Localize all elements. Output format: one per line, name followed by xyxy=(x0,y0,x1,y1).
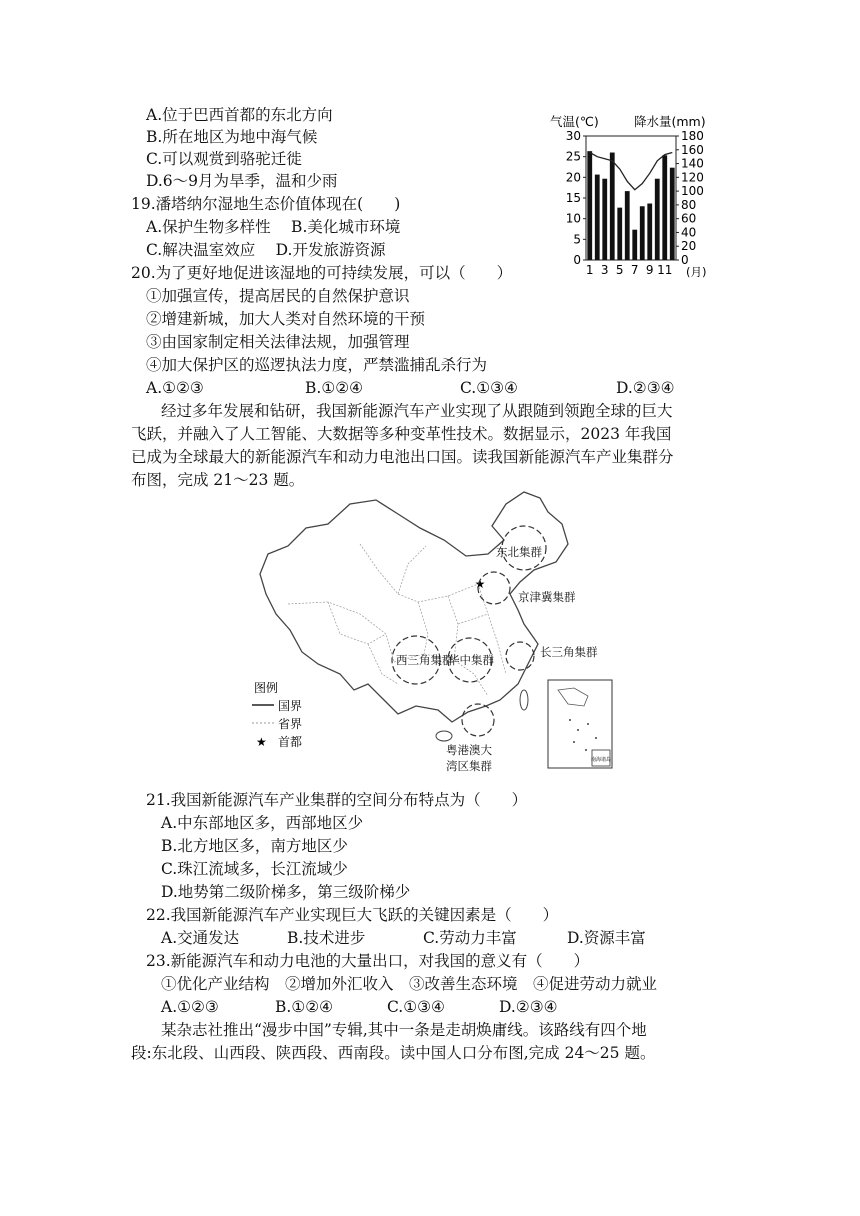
precipitation-bar xyxy=(655,179,660,260)
label-yangtze-cluster: 长三角集群 xyxy=(540,645,598,659)
x-tick-label: 1 xyxy=(585,263,594,277)
passage-ev-line-3: 已成为全球最大的新能源汽车和动力电池出口国。读我国新能源汽车产业集群分 xyxy=(131,448,674,466)
left-tick-label: 25 xyxy=(565,149,581,164)
cluster-circle-yangtze xyxy=(506,642,534,670)
label-jingjinji-cluster: 京津冀集群 xyxy=(518,590,576,604)
q20-item-2: ②增建新城，加大人类对自然环境的干预 xyxy=(146,310,426,328)
q18-option-a: A.位于巴西首都的东北方向 xyxy=(146,106,333,124)
q20-item-1: ①加强宣传，提高居民的自然保护意识 xyxy=(146,287,410,305)
q18-option-c: C.可以观赏到骆驼迁徙 xyxy=(146,150,302,168)
q23-stem: 23.新能源汽车和动力电池的大量出口，对我国的意义有（ ） xyxy=(146,952,590,970)
passage-ev-line-1: 经过多年发展和钻研，我国新能源汽车产业实现了从跟随到领跑全球的巨大 xyxy=(161,402,673,420)
q19-options-line1: A.保护生物多样性 B.美化城市环境 xyxy=(146,218,401,236)
left-tick-label: 15 xyxy=(565,191,581,205)
right-tick-label: 160 xyxy=(681,142,704,157)
precipitation-bar xyxy=(595,175,600,260)
x-tick-label: 11 xyxy=(657,263,673,277)
q23-items: ①优化产业结构 ②增加外汇收入 ③改善生态环境 ④促进劳动力就业 xyxy=(161,975,658,993)
q20-option-c: C.①③④ xyxy=(460,379,518,397)
precipitation-bar xyxy=(587,151,592,260)
x-tick-label: 5 xyxy=(615,263,624,277)
q23-option-b: B.①②④ xyxy=(275,998,334,1016)
q21-option-d: D.地势第二级阶梯多，第三级阶梯少 xyxy=(161,883,411,901)
left-tick-label: 20 xyxy=(565,170,581,185)
capital-marker-icon: ★ xyxy=(474,577,486,591)
label-central-cluster: 华中集群 xyxy=(448,653,494,667)
left-tick-label: 30 xyxy=(565,129,581,143)
right-tick-label: 40 xyxy=(681,225,697,240)
q21-option-c: C.珠江流域多，长江流域少 xyxy=(161,860,348,878)
right-tick-label: 180 xyxy=(681,129,704,143)
q21-stem: 21.我国新能源汽车产业集群的空间分布特点为（ ） xyxy=(146,791,528,809)
label-southwest-cluster: 西三角集群 xyxy=(396,653,454,667)
q22-option-a: A.交通发达 xyxy=(161,929,240,947)
q21-option-a: A.中东部地区多，西部地区少 xyxy=(161,814,364,832)
chart-x-unit: (月) xyxy=(686,265,707,279)
right-tick-label: 80 xyxy=(681,197,697,212)
right-tick-label: 60 xyxy=(681,211,697,226)
china-cluster-map xyxy=(248,484,620,776)
q23-option-d: D.②③④ xyxy=(499,998,558,1016)
x-tick-label: 9 xyxy=(645,263,654,277)
chart-left-axis-title: 气温(℃) xyxy=(550,114,599,129)
q21-option-b: B.北方地区多，南方地区少 xyxy=(161,837,348,855)
x-tick-label: 3 xyxy=(600,263,609,277)
precipitation-bar xyxy=(640,206,645,260)
province-lines xyxy=(288,544,506,696)
legend-capital-icon: ★ xyxy=(256,735,267,749)
passage-walk-line-2: 段:东北段、山西段、陕西段、西南段。读中国人口分布图,完成 24～25 题。 xyxy=(131,1044,656,1062)
right-tick-label: 0 xyxy=(681,253,689,267)
precipitation-bar xyxy=(647,204,652,260)
right-tick-label: 100 xyxy=(681,184,704,199)
legend-title: 图例 xyxy=(254,681,279,695)
q20-option-b: B.①②④ xyxy=(305,379,364,397)
inset-label: 南海诸岛 xyxy=(590,757,612,763)
legend-capital: 首都 xyxy=(278,735,303,749)
right-tick-label: 120 xyxy=(681,170,704,185)
q23-option-c: C.①③④ xyxy=(387,998,445,1016)
q19-stem: 19.潘塔纳尔湿地生态价值体现在( ) xyxy=(131,195,401,213)
precipitation-bar xyxy=(625,191,630,260)
q19-options-line2: C.解决温室效应 D.开发旅游资源 xyxy=(146,241,386,259)
map-legend xyxy=(252,680,302,749)
chart-right-axis-title: 降水量(mm) xyxy=(634,114,706,129)
q22-stem: 22.我国新能源汽车产业实现巨大飞跃的关键因素是（ ） xyxy=(146,906,559,924)
q22-option-d: D.资源丰富 xyxy=(567,929,646,947)
q20-option-d: D.②③④ xyxy=(616,379,675,397)
x-tick-label: 7 xyxy=(630,263,639,277)
label-gba-cluster-line1: 粤港澳大 xyxy=(446,743,492,757)
hainan-island xyxy=(436,731,452,741)
label-northeast-cluster: 东北集群 xyxy=(496,545,542,559)
left-tick-label: 0 xyxy=(573,253,581,267)
passage-walk-line-1: 某杂志社推出“漫步中国”专辑,其中一条是走胡焕庸线。该路线有四个地 xyxy=(161,1021,647,1039)
precipitation-bar xyxy=(610,153,615,260)
q22-option-c: C.劳动力丰富 xyxy=(423,929,517,947)
taiwan-island xyxy=(520,690,528,710)
precipitation-bar xyxy=(602,179,607,260)
south-sea-inset xyxy=(548,680,612,768)
q22-option-b: B.技术进步 xyxy=(287,929,366,947)
legend-province: 省界 xyxy=(278,717,303,731)
right-tick-label: 140 xyxy=(681,156,704,171)
precipitation-bar xyxy=(632,230,637,260)
precipitation-bar xyxy=(617,208,622,260)
passage-ev-line-4: 布图，完成 21～23 题。 xyxy=(131,471,305,489)
q20-item-4: ④加大保护区的巡逻执法力度，严禁滥捕乱杀行为 xyxy=(146,356,488,374)
q20-item-3: ③由国家制定相关法律法规，加强管理 xyxy=(146,333,410,351)
precipitation-bar xyxy=(662,155,667,260)
right-tick-label: 20 xyxy=(681,239,697,254)
passage-ev-line-2: 飞跃，并融入了人工智能、大数据等多种变革性技术。数据显示，2023 年我国 xyxy=(131,425,672,443)
temperature-line xyxy=(590,153,673,190)
q18-option-b: B.所在地区为地中海气候 xyxy=(146,128,318,146)
left-tick-label: 10 xyxy=(565,211,581,226)
q18-option-d: D.6～9月为旱季，温和少雨 xyxy=(146,172,338,190)
climate-chart xyxy=(548,108,718,288)
q20-option-a: A.①②③ xyxy=(146,379,204,397)
q23-option-a: A.①②③ xyxy=(161,998,219,1016)
legend-border: 国界 xyxy=(278,699,303,713)
label-gba-cluster-line2: 湾区集群 xyxy=(446,759,492,773)
q20-stem: 20.为了更好地促进该湿地的可持续发展，可以（ ） xyxy=(131,264,513,282)
precipitation-bar xyxy=(670,168,675,260)
left-tick-label: 5 xyxy=(573,232,581,247)
